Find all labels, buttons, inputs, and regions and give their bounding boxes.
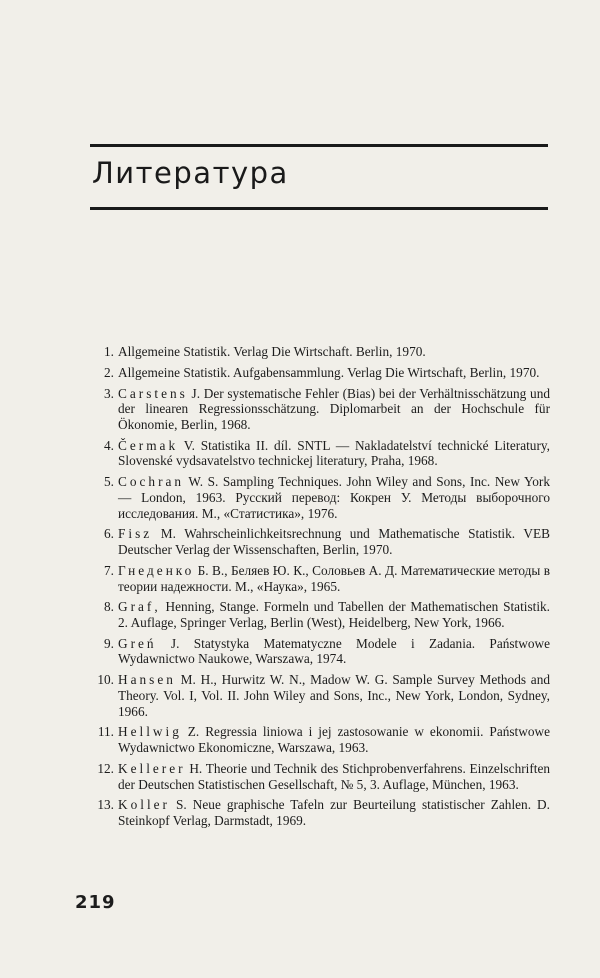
reference-body: M. Wahrscheinlichkeitsrechnung und Mathematische Statistik. VEB Deutscher Verlag der Wissenschaften, Berlin, 1970.: [118, 526, 550, 558]
page-number: 219: [75, 892, 116, 913]
reference-number: 13.: [97, 797, 114, 813]
reference-text: [118, 761, 550, 792]
reference-text: [118, 797, 550, 828]
bottom-rule: [90, 207, 548, 210]
reference-text: [118, 636, 550, 667]
top-rule: [90, 144, 548, 147]
reference-item: [88, 526, 550, 557]
reference-text: [118, 344, 550, 360]
reference-number: 5.: [104, 474, 114, 490]
reference-number: 7.: [104, 562, 114, 578]
reference-text: [118, 365, 550, 381]
reference-text: [118, 599, 550, 630]
reference-item: [88, 474, 550, 521]
reference-body: W. S. Sampling Techniques. John Wiley and Sons, Inc. New York — London, 1963. Русский перевод: Кокрен У. Методы выборочного исследования. М., «Статистика», 1976.: [118, 474, 551, 521]
reference-author: Koller: [118, 797, 170, 813]
reference-body: Henning, Stange. Formeln und Tabellen der Mathematischen Statistik. 2. Auflage, Springer Verlag, Berlin (West), Heidelberg, New York, 1966.: [118, 599, 550, 630]
reference-author: Cochran: [118, 474, 185, 490]
reference-item: [88, 636, 550, 667]
reference-item: [88, 599, 550, 630]
reference-body: M. H., Hurwitz W. N., Madow W. G. Sample Survey Methods and Theory. Vol. I, Vol. II. John Wiley and Sons, Inc., New York, London, Sydney, 1966.: [118, 672, 550, 719]
reference-author: Carstens: [118, 385, 188, 401]
reference-body: V. Statistika II. díl. SNTL — Nakladatelství technické Literatury, Slovenské vydsavatelstvo technickej literatury, Praha, 1968.: [118, 437, 550, 469]
reference-body: Z. Regressia liniowa i jej zastosowanie w ekonomii. Państwowe Wydawnictwo Ekonomiczne, Warszawa, 1963.: [118, 724, 550, 756]
reference-body: Allgemeine Statistik. Verlag Die Wirtschaft. Berlin, 1970.: [118, 344, 426, 359]
reference-author: Greń: [118, 635, 157, 651]
reference-list: [88, 344, 550, 834]
reference-item: [88, 365, 550, 381]
page-title: Литература: [92, 156, 289, 190]
reference-body: H. Theorie und Technik des Stichprobenverfahrens. Einzelschriften der Deutschen Statistischen Gesellschaft, № 5, 3. Auflage, München, 1963.: [118, 760, 551, 792]
reference-author: Гнеденко: [118, 562, 195, 578]
reference-number: 2.: [104, 364, 114, 380]
reference-item: [88, 797, 550, 828]
reference-number: 11.: [97, 724, 114, 740]
reference-item: [88, 563, 550, 594]
reference-number: 8.: [104, 599, 114, 615]
reference-number: 6.: [104, 526, 114, 542]
reference-number: 1.: [104, 344, 114, 359]
reference-author: Kellerer: [118, 760, 186, 776]
reference-author: Fisz: [118, 526, 153, 542]
reference-author: Hansen: [118, 672, 176, 688]
reference-text: [118, 474, 550, 521]
reference-author: Čermak: [118, 437, 179, 453]
reference-author: Graf,: [118, 599, 161, 615]
reference-body: J. Der systematische Fehler (Bias) bei der Verhältnisschätzung und der linearen Regressionsschätzung. Diplomarbeit an der Hochschule für Ökonomie, Berlin, 1968.: [118, 385, 550, 432]
reference-body: S. Neue graphische Tafeln zur Beurteilung statistischer Zahlen. D. Steinkopf Verlag, Darmstadt, 1969.: [118, 797, 550, 828]
reference-item: [88, 438, 550, 469]
reference-number: 4.: [104, 437, 114, 453]
reference-item: [88, 344, 550, 360]
reference-text: [118, 386, 550, 433]
reference-text: [118, 563, 550, 594]
reference-item: [88, 724, 550, 755]
reference-item: [88, 761, 550, 792]
reference-item: [88, 672, 550, 719]
reference-text: [118, 526, 550, 557]
reference-number: 12.: [97, 760, 114, 776]
reference-number: 10.: [97, 672, 114, 688]
reference-number: 3.: [104, 385, 114, 401]
reference-item: [88, 386, 550, 433]
reference-text: [118, 438, 550, 469]
reference-body: Allgemeine Statistik. Aufgabensammlung. Verlag Die Wirtschaft, Berlin, 1970.: [118, 364, 540, 380]
reference-author: Hellwig: [118, 724, 182, 740]
reference-text: [118, 672, 550, 719]
reference-text: [118, 724, 550, 755]
reference-body: J. Statystyka Matematyczne Modele i Zadania. Państwowe Wydawnictwo Naukowe, Warszawa, 1974.: [118, 635, 551, 667]
reference-number: 9.: [104, 635, 114, 651]
reference-body: Б. В., Беляев Ю. К., Соловьев А. Д. Математические методы в теории надежности. М., «Наука», 1965.: [118, 562, 550, 594]
